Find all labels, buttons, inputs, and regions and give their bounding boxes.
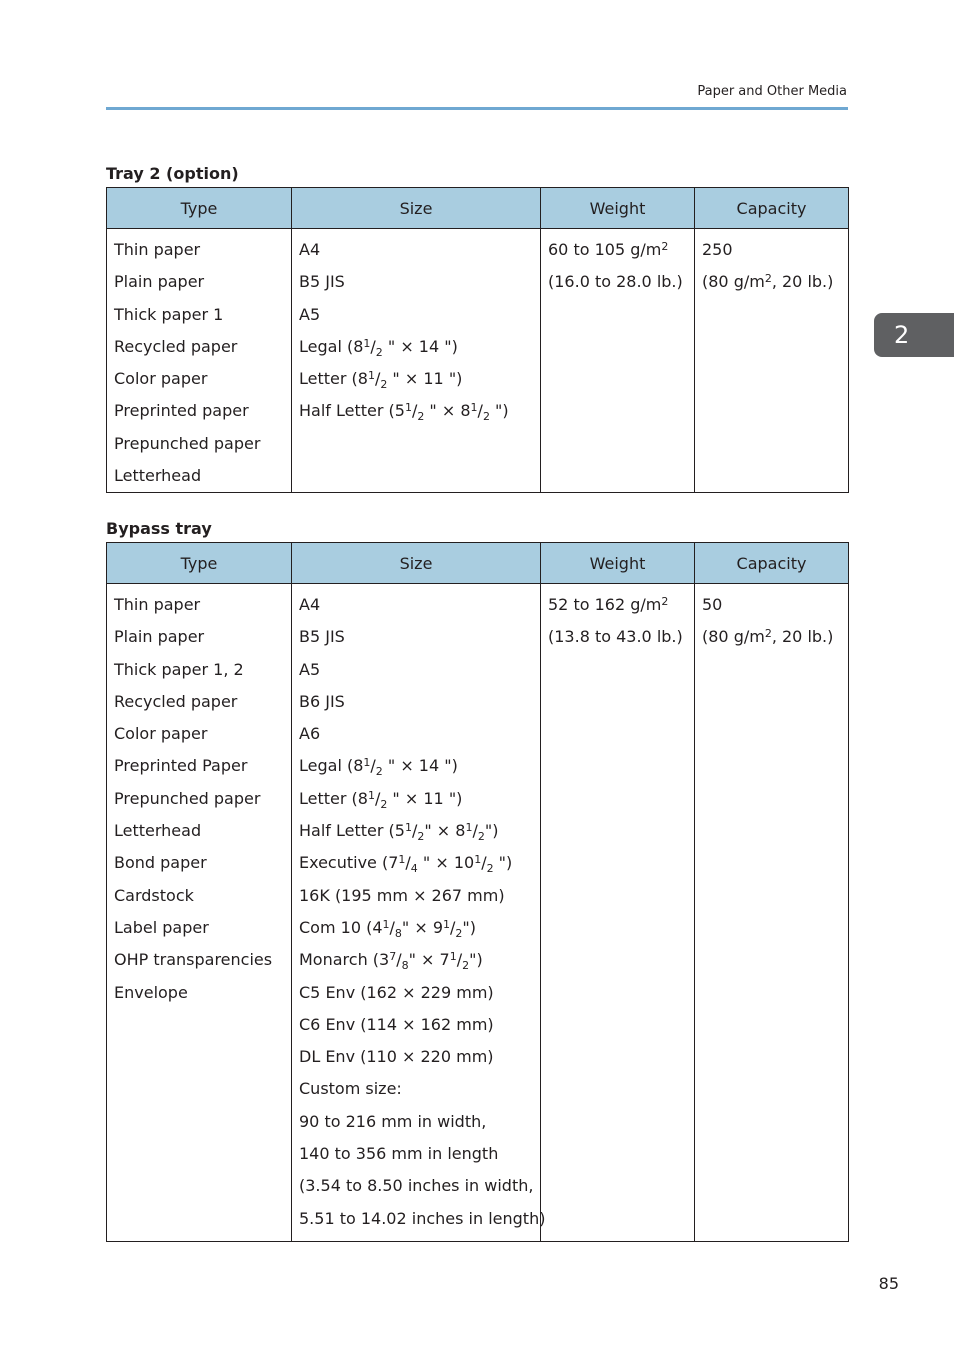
bypass-table xyxy=(106,542,849,1242)
cell-line: Letterhead xyxy=(114,466,202,486)
cell-line: Legal ($8^1/_2$ " × 14 ") xyxy=(299,756,458,779)
column-header-size: Size xyxy=(292,188,541,229)
column-header-weight: Weight xyxy=(541,188,695,229)
cell-line: Thick paper 1, 2 xyxy=(114,659,244,679)
table-header-row xyxy=(107,543,849,584)
cell-line: A4 xyxy=(299,240,321,259)
cell-line: Thin paper xyxy=(114,240,201,259)
tray2-table xyxy=(106,187,849,493)
cell-line: 140 to 356 mm in length xyxy=(299,1144,499,1164)
cell-line: 250 xyxy=(702,240,733,259)
section-title-tray2: Tray 2 (option) xyxy=(106,164,239,183)
column-header-capacity: Capacity xyxy=(695,543,849,584)
cell-line: Thick paper 1 xyxy=(114,304,224,324)
cell-line: Color paper xyxy=(114,369,208,389)
cell-line: Half Letter ($5^1/_2$ " × $8^1/_2$ ") xyxy=(299,401,509,424)
column-header-type: Type xyxy=(107,543,292,584)
cell-line: Plain paper xyxy=(114,627,205,647)
cell-line: A4 xyxy=(299,595,321,614)
cell-line: OHP transparencies xyxy=(114,950,273,970)
cell-line: Color paper xyxy=(114,724,208,744)
table-row xyxy=(107,229,849,493)
cell-line: Prepunched paper xyxy=(114,788,261,808)
cell-line: Prepunched paper xyxy=(114,433,261,453)
page-number: 85 xyxy=(878,1274,899,1293)
cell-line: Thin paper xyxy=(114,595,201,614)
column-header-capacity: Capacity xyxy=(695,188,849,229)
cell-line: B5 JIS xyxy=(299,272,345,292)
running-header: Paper and Other Media xyxy=(697,84,847,99)
header-rule xyxy=(106,107,848,110)
cell-line: 90 to 216 mm in width, xyxy=(299,1111,487,1131)
cell-line: Legal ($8^1/_2$ " × 14 ") xyxy=(299,336,458,359)
cell-line: Letterhead xyxy=(114,821,202,841)
cell-line: (3.54 to 8.50 inches in width, xyxy=(299,1176,534,1196)
cell-line: B6 JIS xyxy=(299,691,345,711)
cell-line: Recycled paper xyxy=(114,691,238,711)
weight-cell xyxy=(541,229,695,493)
cell-line: Cardstock xyxy=(114,885,194,905)
cell-line: (16.0 to 28.0 lb.) xyxy=(548,272,683,292)
column-header-weight: Weight xyxy=(541,543,695,584)
cell-line: Preprinted paper xyxy=(114,401,249,421)
cell-line: Letter ($8^1/_2$ " × 11 ") xyxy=(299,369,463,392)
cell-line: Half Letter ($5^1/_2$" × $8^1/_2$") xyxy=(299,821,499,844)
cell-line: Bond paper xyxy=(114,853,207,873)
cell-line: DL Env (110 × 220 mm) xyxy=(299,1047,494,1067)
cell-line: Letter ($8^1/_2$ " × 11 ") xyxy=(299,788,463,811)
column-header-size: Size xyxy=(292,543,541,584)
cell-line: Plain paper xyxy=(114,272,205,292)
size-cell xyxy=(292,229,541,493)
cell-line: C5 Env (162 × 229 mm) xyxy=(299,982,494,1002)
table-row xyxy=(107,584,849,1242)
cell-line: 16K (195 mm × 267 mm) xyxy=(299,885,505,905)
cell-line: 50 xyxy=(702,595,723,614)
type-cell xyxy=(107,584,292,1242)
cell-line: Recycled paper xyxy=(114,336,238,356)
cell-line: A5 xyxy=(299,304,321,324)
cell-line: Com 10 ($4^1/_8$" × $9^1/_2$") xyxy=(299,917,477,940)
cell-line: (80 $g/m^2$, 20 lb.) xyxy=(702,272,834,292)
cell-line: 60 to 105 $g/m^2$ xyxy=(548,240,669,259)
table-header-row xyxy=(107,188,849,229)
cell-line: C6 Env (114 × 162 mm) xyxy=(299,1014,494,1034)
capacity-cell xyxy=(695,584,849,1242)
section-title-bypass: Bypass tray xyxy=(106,519,212,538)
type-cell xyxy=(107,229,292,493)
chapter-tab: 2 xyxy=(874,313,954,357)
cell-line: Preprinted Paper xyxy=(114,756,248,776)
cell-line: A6 xyxy=(299,724,321,744)
cell-line: 52 to 162 $g/m^2$ xyxy=(548,595,669,614)
cell-line: Envelope xyxy=(114,982,188,1002)
column-header-type: Type xyxy=(107,188,292,229)
size-cell xyxy=(292,584,546,1242)
capacity-cell xyxy=(695,229,849,493)
cell-line: A5 xyxy=(299,659,321,679)
cell-line: Custom size: xyxy=(299,1079,402,1099)
weight-cell xyxy=(541,584,695,1242)
cell-line: 5.51 to 14.02 inches in length) xyxy=(299,1208,546,1228)
cell-line: B5 JIS xyxy=(299,627,345,647)
cell-line: (80 $g/m^2$, 20 lb.) xyxy=(702,627,834,647)
cell-line: Monarch ($3^7/_8$" × $7^1/_2$") xyxy=(299,950,483,973)
cell-line: Label paper xyxy=(114,917,209,937)
cell-line: Executive ($7^1/_4$ " × $10^1/_2$ ") xyxy=(299,853,513,876)
cell-line: (13.8 to 43.0 lb.) xyxy=(548,627,683,647)
